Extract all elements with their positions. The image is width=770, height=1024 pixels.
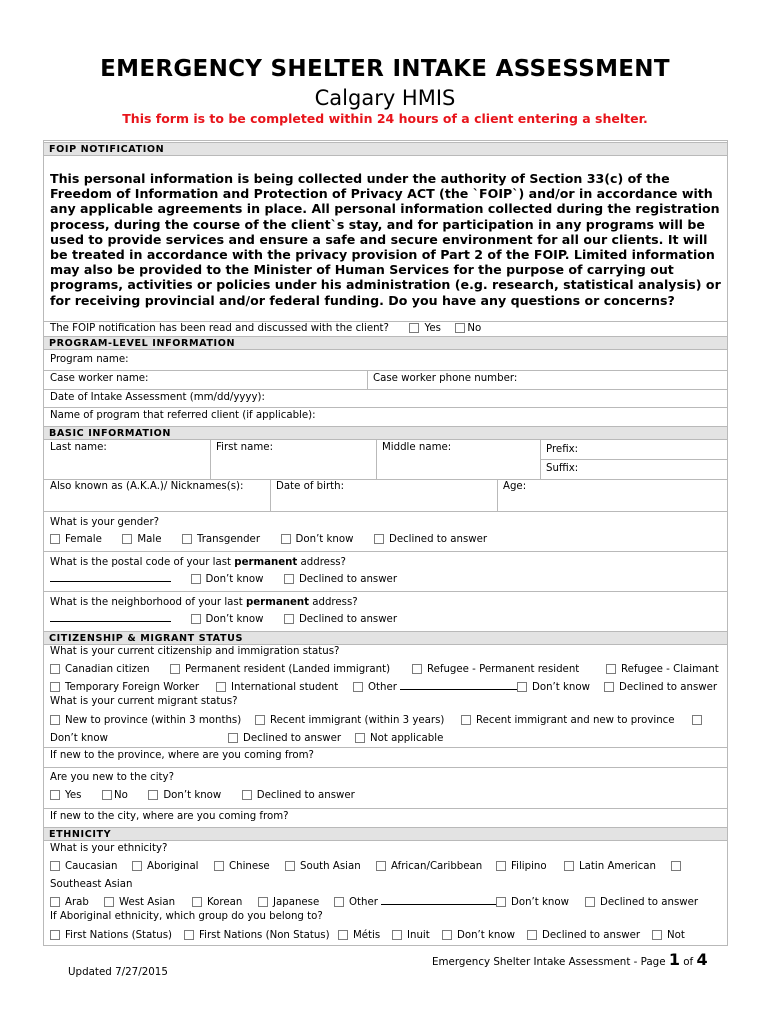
ethnicity-option bbox=[50, 897, 89, 909]
footer-of: of bbox=[679, 956, 697, 968]
refugee-pr-checkbox[interactable] bbox=[412, 664, 422, 674]
option-label: First Nations (Status) bbox=[65, 930, 173, 941]
ethnicity-declined-checkbox[interactable] bbox=[585, 897, 595, 907]
gender-options bbox=[50, 534, 487, 546]
option-label: Korean bbox=[207, 897, 243, 908]
section-header-basic: BASIC INFORMATION bbox=[44, 426, 727, 440]
migrant-declined-checkbox[interactable] bbox=[228, 733, 238, 743]
section-header-citizenship: CITIZENSHIP & MIGRANT STATUS bbox=[44, 631, 727, 645]
aboriginal-option bbox=[338, 930, 380, 942]
first-nations-status-checkbox[interactable] bbox=[50, 930, 60, 940]
ethnicity-option bbox=[496, 861, 547, 873]
suffix-field[interactable]: Suffix: bbox=[546, 463, 579, 474]
divider bbox=[44, 767, 727, 768]
form-subtitle: Calgary HMIS bbox=[314, 86, 456, 110]
ethnicity-option bbox=[496, 897, 569, 909]
option-label: Don’t know bbox=[532, 682, 590, 693]
question-text: What is the postal code of your last bbox=[50, 557, 235, 568]
option-label: Other bbox=[349, 897, 378, 908]
aka-field[interactable]: Also known as (A.K.A.)/ Nicknames(s): bbox=[50, 481, 244, 492]
aboriginal-question: If Aboriginal ethnicity, which group do you belong to? bbox=[50, 911, 323, 922]
foip-paragraph: This personal information is being collected under the authority of Section 33(c) of the Freedom of Information and Protection of Privacy ACT (the `FOIP`) and/or in accordance with any applicable agreements in place. All personal information collected during the registration process, during the course of the client`s stay, and for participation in any programs will be used to provide services and ensure a safe and secure environment for all our clients. It will be treated in accordance with the privacy provision of Part 2 of the FOIP. Limited information may also be provided to the Minister of Human Services for the purpose of carrying out programs, activities or policies under his administration (e.g. research, statistical analysis) or for receiving provincial and/or federal funding. Do you have any questions or concerns? bbox=[50, 171, 721, 308]
option-label: First Nations (Non Status) bbox=[199, 930, 330, 941]
migrant-dont-know-checkbox[interactable] bbox=[692, 715, 702, 725]
dob-field[interactable]: Date of birth: bbox=[276, 481, 345, 492]
citizenship-option bbox=[353, 682, 520, 694]
latin-american-checkbox[interactable] bbox=[564, 861, 574, 871]
migrant-option bbox=[50, 715, 241, 727]
ethnicity-option bbox=[258, 897, 319, 909]
option-label: Recent immigrant and new to province bbox=[476, 715, 675, 726]
aboriginal-dont-know-checkbox[interactable] bbox=[442, 930, 452, 940]
option-label: Recent immigrant (within 3 years) bbox=[270, 715, 445, 726]
option-label: Filipino bbox=[511, 861, 547, 872]
option-label: African/Caribbean bbox=[391, 861, 483, 872]
recent-immigrant-checkbox[interactable] bbox=[255, 715, 265, 725]
migrant-question: What is your current migrant status? bbox=[50, 696, 238, 707]
divider bbox=[44, 747, 727, 748]
foip-question bbox=[50, 323, 481, 335]
gender-option-label: Female bbox=[65, 534, 102, 545]
foip-no-checkbox[interactable] bbox=[455, 323, 465, 333]
refugee-claimant-checkbox[interactable] bbox=[606, 664, 616, 674]
citizen-checkbox[interactable] bbox=[50, 664, 60, 674]
citizenship-option bbox=[50, 682, 199, 694]
aboriginal-declined-checkbox[interactable] bbox=[527, 930, 537, 940]
program-name-field[interactable]: Program name: bbox=[50, 354, 129, 365]
caucasian-checkbox[interactable] bbox=[50, 861, 60, 871]
neighborhood-input[interactable] bbox=[50, 621, 171, 622]
permanent-resident-checkbox[interactable] bbox=[170, 664, 180, 674]
citizenship-option bbox=[170, 664, 390, 676]
neighborhood-declined-checkbox[interactable] bbox=[284, 614, 294, 624]
section-header-foip: FOIP NOTIFICATION bbox=[44, 142, 727, 156]
divider bbox=[44, 407, 727, 408]
option-label: West Asian bbox=[119, 897, 176, 908]
option-label: Inuit bbox=[407, 930, 430, 941]
japanese-checkbox[interactable] bbox=[258, 897, 268, 907]
citizenship-option bbox=[604, 682, 717, 694]
gender-option-label: Transgender bbox=[196, 534, 261, 545]
updated-date: Updated 7/27/2015 bbox=[68, 966, 168, 978]
question-text: What is the neighborhood of your last bbox=[50, 597, 246, 608]
ethnicity-option bbox=[564, 861, 656, 873]
ethnicity-option bbox=[285, 861, 361, 873]
option-label: Don’t know bbox=[205, 574, 264, 585]
option-label: Don’t know bbox=[511, 897, 569, 908]
ethnicity-dont-know-checkbox[interactable] bbox=[496, 897, 506, 907]
option-label: South Asian bbox=[300, 861, 361, 872]
foip-question-label: The FOIP notification has been read and discussed with the client? bbox=[50, 323, 389, 334]
citizenship-declined-checkbox[interactable] bbox=[604, 682, 614, 692]
divider bbox=[44, 321, 727, 322]
gender-question: What is your gender? bbox=[50, 517, 160, 528]
southeast-asian-label: Southeast Asian bbox=[50, 879, 133, 890]
province-from-field[interactable]: If new to the province, where are you coming from? bbox=[50, 750, 314, 761]
postal-code-answer bbox=[50, 574, 397, 586]
divider bbox=[376, 440, 377, 480]
intl-student-checkbox[interactable] bbox=[216, 682, 226, 692]
page-number: 1 bbox=[668, 950, 680, 969]
option-label: Declined to answer bbox=[298, 574, 398, 585]
gender-option-label: Don’t know bbox=[295, 534, 354, 545]
option-label: Chinese bbox=[229, 861, 270, 872]
ethnicity-option bbox=[132, 861, 199, 873]
option-label: Don’t know bbox=[457, 930, 515, 941]
option-label: Not applicable bbox=[370, 733, 444, 744]
divider bbox=[44, 479, 727, 480]
ethnicity-option bbox=[214, 861, 270, 873]
not-applicable-checkbox[interactable] bbox=[355, 733, 365, 743]
new-city-yes-checkbox[interactable] bbox=[50, 790, 60, 800]
option-label: Declined to answer bbox=[298, 614, 398, 625]
foip-yes-label: Yes bbox=[424, 323, 441, 334]
citizenship-option bbox=[50, 664, 150, 676]
question-text: address? bbox=[297, 557, 346, 568]
aboriginal-option bbox=[652, 930, 685, 942]
divider bbox=[44, 389, 727, 390]
option-label: Declined to answer bbox=[256, 790, 355, 801]
citizenship-option bbox=[517, 682, 590, 694]
divider bbox=[210, 440, 211, 480]
postal-code-question bbox=[50, 557, 346, 569]
new-city-options bbox=[50, 790, 355, 802]
form-title: EMERGENCY SHELTER INTAKE ASSESSMENT bbox=[100, 56, 670, 82]
migrant-option bbox=[461, 715, 675, 727]
intake-form bbox=[43, 140, 728, 946]
aboriginal-option bbox=[527, 930, 640, 942]
page-footer bbox=[432, 950, 708, 969]
southeast-asian-checkbox[interactable] bbox=[671, 861, 681, 871]
option-label: Arab bbox=[65, 897, 89, 908]
migrant-option bbox=[228, 733, 341, 745]
section-header-program: PROGRAM-LEVEL INFORMATION bbox=[44, 336, 727, 350]
divider bbox=[497, 479, 498, 511]
option-label: Latin American bbox=[579, 861, 656, 872]
citizenship-option bbox=[412, 664, 579, 676]
option-label: Japanese bbox=[273, 897, 320, 908]
option-label: Canadian citizen bbox=[65, 664, 150, 675]
postal-code-input[interactable] bbox=[50, 581, 171, 582]
last-name-field[interactable]: Last name: bbox=[50, 442, 107, 453]
divider bbox=[44, 370, 727, 371]
option-label: Don’t know bbox=[163, 790, 222, 801]
gender-male-checkbox[interactable] bbox=[122, 534, 132, 544]
divider bbox=[540, 440, 541, 480]
intake-date-field[interactable]: Date of Intake Assessment (mm/dd/yyyy): bbox=[50, 392, 265, 403]
divider bbox=[367, 370, 368, 389]
gender-option-label: Declined to answer bbox=[388, 534, 488, 545]
neighborhood-question bbox=[50, 597, 358, 609]
footer-label: Emergency Shelter Intake Assessment - Page bbox=[432, 956, 669, 968]
ethnicity-question: What is your ethnicity? bbox=[50, 843, 168, 854]
chinese-checkbox[interactable] bbox=[214, 861, 224, 871]
citizenship-question: What is your current citizenship and immigration status? bbox=[50, 646, 340, 657]
gender-transgender-checkbox[interactable] bbox=[182, 534, 192, 544]
migrant-option bbox=[355, 733, 443, 745]
migrant-dont-know-label: Don’t know bbox=[50, 733, 108, 744]
foip-yes-checkbox[interactable] bbox=[409, 323, 419, 333]
citizenship-dont-know-checkbox[interactable] bbox=[517, 682, 527, 692]
option-label: Don’t know bbox=[205, 614, 264, 625]
ethnicity-option bbox=[671, 861, 686, 873]
question-emphasis: permanent bbox=[245, 597, 309, 608]
metis-checkbox[interactable] bbox=[338, 930, 348, 940]
african-caribbean-checkbox[interactable] bbox=[376, 861, 386, 871]
ethnicity-option bbox=[376, 861, 482, 873]
option-label: Other bbox=[368, 682, 397, 693]
case-worker-phone-field[interactable]: Case worker phone number: bbox=[373, 373, 518, 384]
south-asian-checkbox[interactable] bbox=[285, 861, 295, 871]
option-label: No bbox=[113, 790, 128, 801]
ethnicity-option bbox=[334, 897, 501, 909]
option-label: Métis bbox=[353, 930, 381, 941]
new-city-no-checkbox[interactable] bbox=[102, 790, 112, 800]
foip-no-label: No bbox=[467, 323, 482, 334]
aboriginal-option bbox=[442, 930, 515, 942]
age-field[interactable]: Age: bbox=[503, 481, 527, 492]
neighborhood-dont-know-checkbox[interactable] bbox=[191, 614, 201, 624]
divider bbox=[44, 551, 727, 552]
filipino-checkbox[interactable] bbox=[496, 861, 506, 871]
option-label: Permanent resident (Landed immigrant) bbox=[185, 664, 391, 675]
option-label: Not bbox=[667, 930, 685, 941]
ethnicity-option bbox=[104, 897, 175, 909]
option-label: Declined to answer bbox=[619, 682, 718, 693]
aboriginal-option bbox=[50, 930, 172, 942]
option-label: Refugee - Permanent resident bbox=[427, 664, 580, 675]
migrant-option bbox=[692, 715, 707, 727]
divider bbox=[540, 459, 727, 460]
ethnicity-option bbox=[50, 861, 118, 873]
korean-checkbox[interactable] bbox=[192, 897, 202, 907]
divider bbox=[270, 479, 271, 511]
option-label: Temporary Foreign Worker bbox=[65, 682, 200, 693]
option-label: International student bbox=[231, 682, 339, 693]
option-label: Declined to answer bbox=[542, 930, 641, 941]
option-label: Aboriginal bbox=[147, 861, 199, 872]
page-total: 4 bbox=[696, 950, 708, 969]
question-emphasis: permanent bbox=[234, 557, 298, 568]
option-label: Caucasian bbox=[65, 861, 118, 872]
aboriginal-option bbox=[184, 930, 330, 942]
neighborhood-answer bbox=[50, 614, 397, 626]
new-city-declined-checkbox[interactable] bbox=[242, 790, 252, 800]
divider bbox=[44, 808, 727, 809]
gender-dont-know-checkbox[interactable] bbox=[281, 534, 291, 544]
postal-dont-know-checkbox[interactable] bbox=[191, 574, 201, 584]
ethnicity-option bbox=[192, 897, 242, 909]
middle-name-field[interactable]: Middle name: bbox=[382, 442, 452, 453]
ethnicity-option bbox=[585, 897, 698, 909]
first-nations-non-status-checkbox[interactable] bbox=[184, 930, 194, 940]
divider bbox=[44, 591, 727, 592]
citizenship-option bbox=[216, 682, 338, 694]
new-to-province-checkbox[interactable] bbox=[50, 715, 60, 725]
aboriginal-not-checkbox[interactable] bbox=[652, 930, 662, 940]
gender-female-checkbox[interactable] bbox=[50, 534, 60, 544]
first-name-field[interactable]: First name: bbox=[216, 442, 274, 453]
gender-option-label: Male bbox=[137, 534, 162, 545]
option-label: New to province (within 3 months) bbox=[65, 715, 242, 726]
option-label: Refugee - Claimant bbox=[621, 664, 719, 675]
ethnicity-other-checkbox[interactable] bbox=[334, 897, 344, 907]
migrant-option bbox=[255, 715, 444, 727]
option-label: Yes bbox=[65, 790, 82, 801]
completion-note: This form is to be completed within 24 hours of a client entering a shelter. bbox=[122, 111, 648, 126]
option-label: Declined to answer bbox=[600, 897, 699, 908]
inuit-checkbox[interactable] bbox=[392, 930, 402, 940]
arab-checkbox[interactable] bbox=[50, 897, 60, 907]
new-city-question: Are you new to the city? bbox=[50, 772, 174, 783]
postal-declined-checkbox[interactable] bbox=[284, 574, 294, 584]
citizenship-option bbox=[606, 664, 719, 676]
west-asian-checkbox[interactable] bbox=[104, 897, 114, 907]
prefix-field[interactable]: Prefix: bbox=[546, 444, 579, 455]
citizenship-other-checkbox[interactable] bbox=[353, 682, 363, 692]
new-city-dont-know-checkbox[interactable] bbox=[148, 790, 158, 800]
tfw-checkbox[interactable] bbox=[50, 682, 60, 692]
referral-program-field[interactable]: Name of program that referred client (if applicable): bbox=[50, 410, 316, 421]
divider bbox=[44, 511, 727, 512]
city-from-field[interactable]: If new to the city, where are you coming from? bbox=[50, 811, 289, 822]
aboriginal-checkbox[interactable] bbox=[132, 861, 142, 871]
ethnicity-other-input[interactable] bbox=[381, 904, 501, 905]
section-header-ethnicity: ETHNICITY bbox=[44, 827, 727, 841]
gender-declined-checkbox[interactable] bbox=[374, 534, 384, 544]
recent-immigrant-new-province-checkbox[interactable] bbox=[461, 715, 471, 725]
aboriginal-option bbox=[392, 930, 430, 942]
citizenship-other-input[interactable] bbox=[400, 689, 520, 690]
case-worker-name-field[interactable]: Case worker name: bbox=[50, 373, 149, 384]
question-text: address? bbox=[309, 597, 358, 608]
option-label: Declined to answer bbox=[243, 733, 342, 744]
